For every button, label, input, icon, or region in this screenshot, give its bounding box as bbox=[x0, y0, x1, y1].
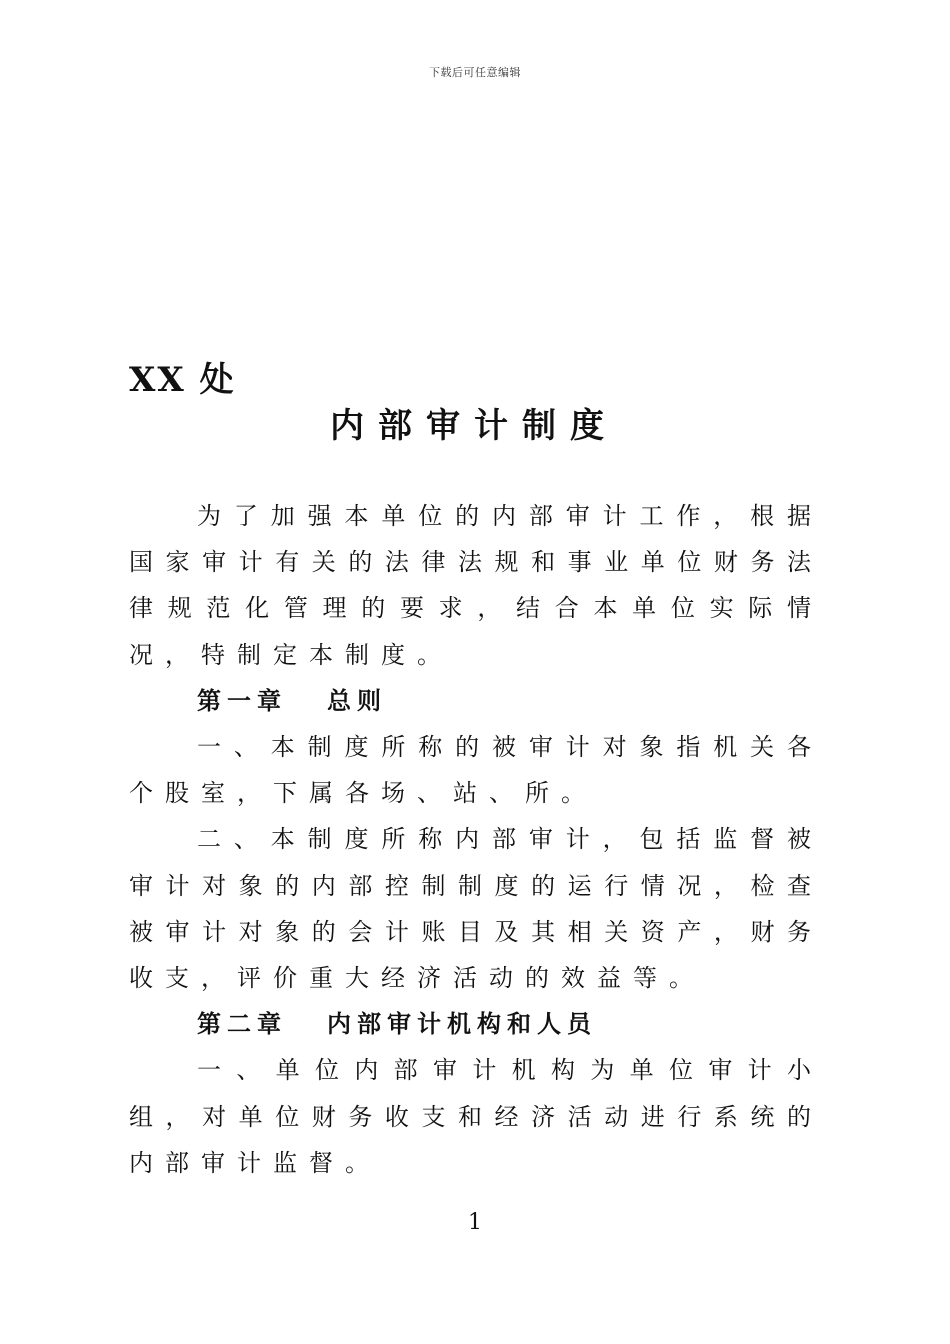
chapter-2-heading bbox=[129, 1001, 823, 1047]
page-header-note: 下载后可任意编辑 bbox=[429, 66, 521, 79]
chapter-2-name: 内部审计机构和人员 bbox=[327, 1010, 597, 1039]
chapter-1-item-1: 一、本制度所称的被审计对象指机关各个股室，下属各场、站、所。 bbox=[129, 733, 823, 808]
document-body bbox=[129, 493, 823, 1186]
page-number: 1 bbox=[468, 1210, 482, 1235]
intro-paragraph: 为了加强本单位的内部审计工作，根据国家审计有关的法律法规和事业单位财务法律规范化管理的要求，结合本单位实际情况，特制定本制度。 bbox=[129, 502, 823, 669]
chapter-2-item-1: 一、单位内部审计机构为单位审计小组，对单位财务收支和经济活动进行系统的内部审计监督。 bbox=[129, 1056, 823, 1177]
chapter-1-number: 第一章 bbox=[197, 686, 287, 715]
document-title: 内部审计制度 bbox=[330, 406, 618, 446]
chapter-1-name: 总则 bbox=[327, 686, 387, 715]
chapter-1-heading bbox=[129, 678, 823, 724]
chapter-2-number: 第二章 bbox=[197, 1010, 287, 1039]
organization-name: XX 处 bbox=[129, 360, 236, 400]
chapter-1-item-2: 二、本制度所称内部审计，包括监督被审计对象的内部控制制度的运行情况，检查被审计对象的会计账目及其相关资产，财务收支，评价重大经济活动的效益等。 bbox=[129, 825, 823, 993]
